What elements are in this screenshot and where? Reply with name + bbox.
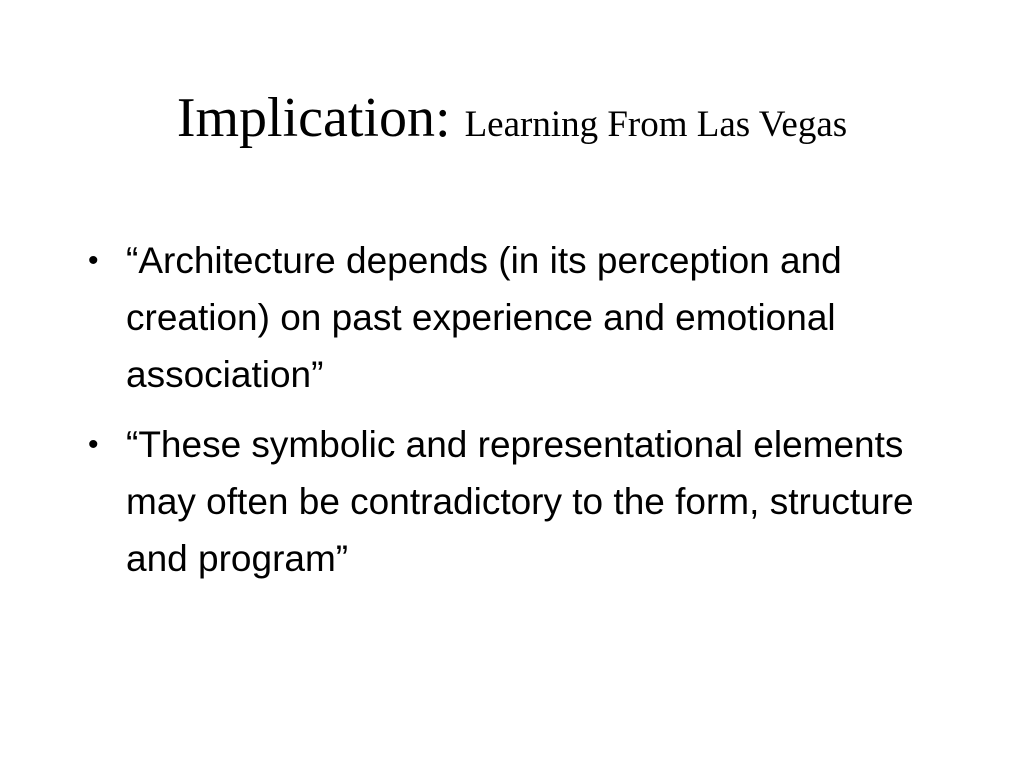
bullet-text: “These symbolic and representational elements may often be contradictory to the form, structure and program” [126,424,914,579]
bullet-list [88,232,948,600]
bullet-item [88,232,948,403]
slide-title-subtitle: Learning From Las Vegas [464,104,848,145]
bullet-dot-icon: • [88,244,99,277]
slide-title [0,86,1024,150]
bullet-item [88,416,948,587]
bullet-text: “Architecture depends (in its perception and creation) on past experience and emotional association” [126,240,842,395]
slide-title-main: Implication: [176,87,465,149]
bullet-dot-icon: • [88,428,99,461]
